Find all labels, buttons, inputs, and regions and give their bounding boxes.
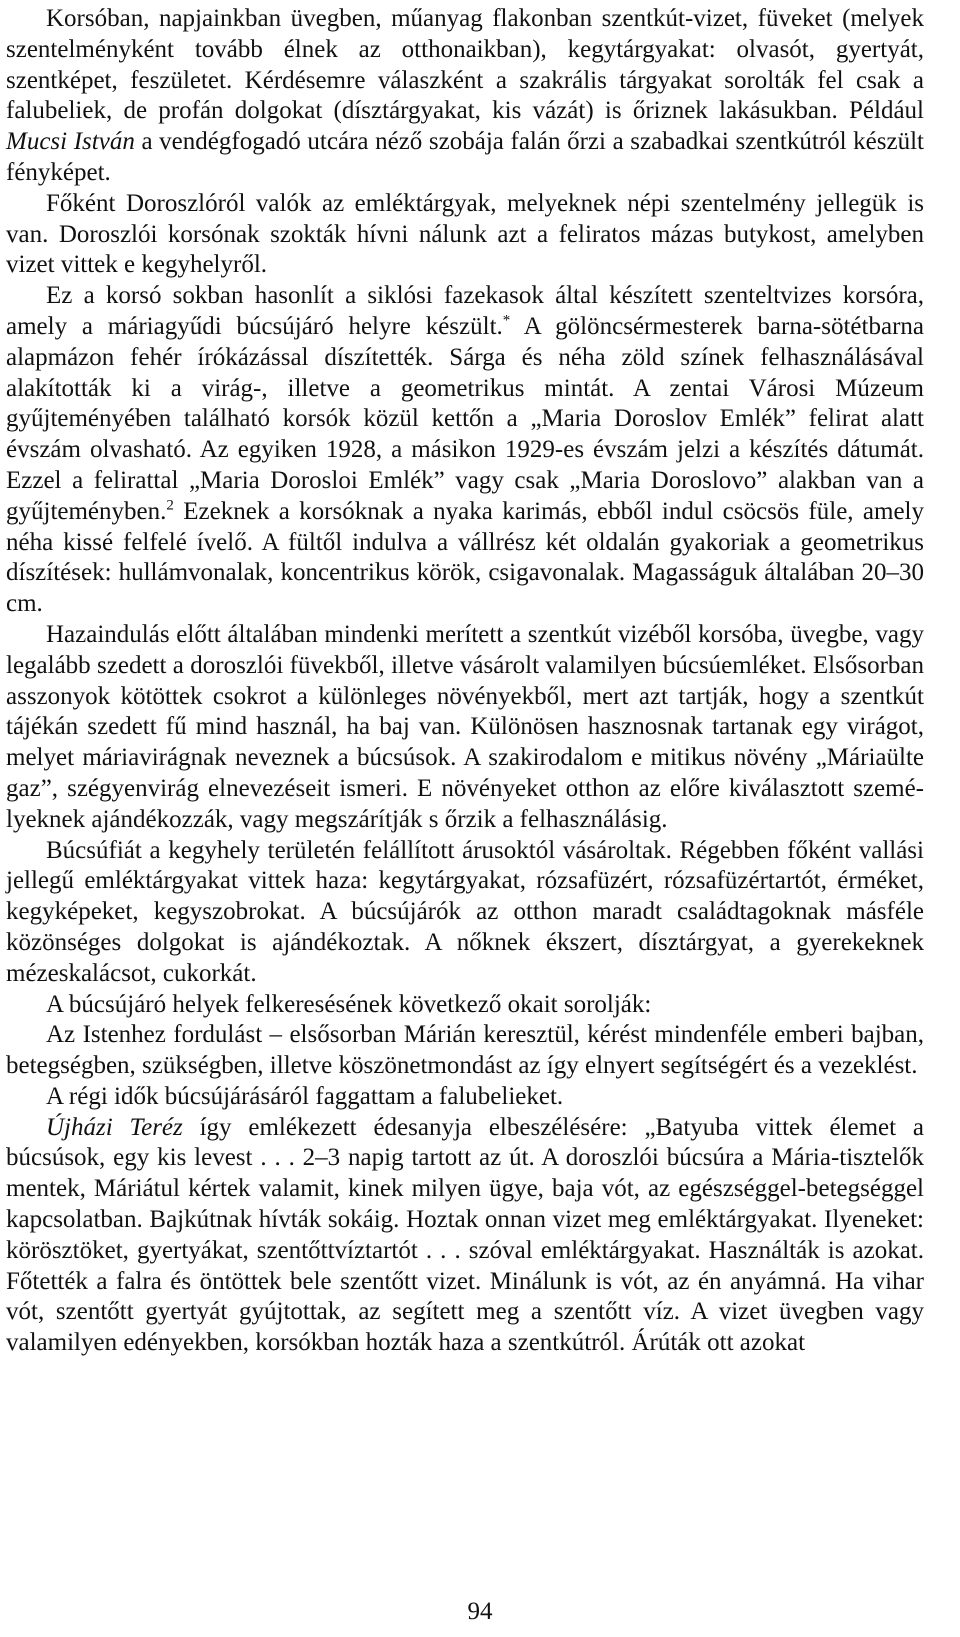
- paragraph-7-text: Az Istenhez fordulást – elsősorban Márián keresztül, kérést mindenféle emberi bajban, betegségben, szükségben, illetve köszönetmondást az így elnyert segítségért és a vezeklést.: [6, 1021, 924, 1080]
- paragraph-2: [6, 189, 924, 281]
- person-name-mucsi-istvan: Mucsi István: [6, 128, 135, 156]
- person-name-ujhazi-terez: Újházi Teréz: [46, 1113, 183, 1141]
- paragraph-9-text: így emlékezett édesanyja elbeszélésére: „Batyuba vittek élemet a búcsúsok, egy kis levest . . . 2–3 napig tartott az út. A doroszlói búcsúra a Mária-tisztelők mentek, Máriátul kértek valamit, kinek milyen ügye, baja vót, az egészséggel-betegséggel kapcsolatban. Bajkútnak hívták sokáig. Hoztak onnan vizet meg emléktárgyakat. Ilyeneket: körösztöket, gyertyákat, szentőttvíztartót . . . szóval emléktárgyakat. Használták is azokat. Főtették a falra és öntöttek bele szentőtt vizet. Minálunk is vót, az én anyámná. Ha vihar vót, szentőtt gyertyát gyújtottak, az segített meg a szentőtt víz. A vizet üvegben vagy valamilyen edényekben, korsókban hozták haza a szentkútról. Árúták ott azokat: [6, 1113, 924, 1357]
- page-number: 94: [467, 1598, 493, 1625]
- paragraph-6: [6, 990, 924, 1021]
- paragraph-3-text-a: Ez a korsó sokban hasonlít a siklósi fazekasok által készített szenteltvizes korsóra, amely a máriagyűdi búcsújáró helyre készült.: [6, 282, 924, 340]
- paragraph-8: [6, 1082, 924, 1113]
- paragraph-1-text-b: a vendégfogadó utcára néző szobája falán őrzi a szabadkai szentkútról készült fényképet.: [6, 128, 924, 186]
- footnote-marker-asterisk[interactable]: *: [502, 312, 511, 329]
- paragraph-3: [6, 281, 924, 620]
- footnote-marker-2[interactable]: 2: [166, 497, 174, 514]
- paragraph-1-text-a: Korsóban, napjainkban üvegben, műanyag flakonban szentkút-vizet, füveket (melyek szentelményként tovább élnek az otthonaikban), kegytárgyakat: olvasót, gyertyát, szentképet, feszületet. Kérdésemre válaszként a szakrális tárgyakat sorolták fel csak a falubeliek, de profán dolgokat (dísztárgyakat, kis vázát) is őriznek lakásukban. Például: [6, 5, 924, 125]
- paragraph-1: [6, 4, 924, 189]
- paragraph-6-text: A búcsújáró helyek felkeresésének következő okait sorolják:: [46, 990, 652, 1018]
- paragraph-4-text: Hazaindulás előtt általában mindenki merített a szentkút vizéből korsóba, üvegbe, vagy legalább szedett a doroszlói füvekből, illetve vásárolt valamilyen búcsúemléket. Elsősorban asszonyok kötöttek csokrot a különleges növényekből, mert azt tartják, hogy a szentkút tájékán szedett fű mind használ, ha baj van. Különösen hasznosnak tartanak egy virágot, melyet máriavirágnak neveznek a búcsúsok. A szakirodalom e mitikus növény „Máriaülte gaz”, szégyenvirág elnevezéseit ismeri. E növényeket otthon az előre kiválasztott személyeknek ajándékozzák, vagy megszárítják s őrzik a felhasználásig.: [6, 620, 924, 833]
- paragraph-5: [6, 836, 924, 990]
- page-body: [6, 4, 924, 1359]
- paragraph-3-text-b: A gölöncsérmesterek barna-sötétbarna alapmázon fehér írókázással díszítették. Sárga és néha zöld színek felhasználásával alakították ki a virág-, illetve a geometrikus mintát. A zentai Városi Múzeum gyűjteményében található korsók közül kettőn a „Maria Doroslov Emlék” felirat alatt évszám olvasható. Az egyiken 1928, a másikon 1929-es évszám jelzi a készítés dátumát. Ezzel a felirattal „Maria Dorosloi Emlék” vagy csak „Maria Doroslovo” alakban van a gyűjteményben.: [6, 312, 924, 525]
- paragraph-4: [6, 620, 924, 836]
- paragraph-2-text: Főként Doroszlóról valók az emléktárgyak, melyeknek népi szentelmény jellegük is van. Doroszlói korsónak szokták hívni nálunk azt a feliratos mázas butykost, amelyben vizet vittek e kegyhelyről.: [6, 189, 924, 279]
- paragraph-8-text: A régi idők búcsújárásáról faggattam a falubelieket.: [46, 1082, 564, 1110]
- paragraph-5-text: Búcsúfiát a kegyhely területén felállított árusoktól vásároltak. Régebben főként vallási jellegű emléktárgyakat vittek haza: kegytárgyakat, rózsafüzért, rózsafüzértartót, érméket, kegyképeket, kegyszobrokat. A búcsújárók az otthon maradt családtagoknak másféle közönséges dolgokat is ajándékoztak. A nőknek ékszert, dísztárgyat, a gyerekeknek mézeskalácsot, cukorkát.: [6, 836, 924, 987]
- paragraph-3-text-c: Ezeknek a korsóknak a nyaka karimás, ebből indul csöcsös füle, amely néha kissé felfelé ívelő. A fültől indulva a vállrész két oldalán gyakoriak a geometrikus díszítések: hullámvonalak, koncentrikus körök, csigavonalak. Magasságuk általában 20–30 cm.: [6, 497, 924, 618]
- paragraph-9: [6, 1113, 924, 1359]
- paragraph-7: [6, 1020, 924, 1082]
